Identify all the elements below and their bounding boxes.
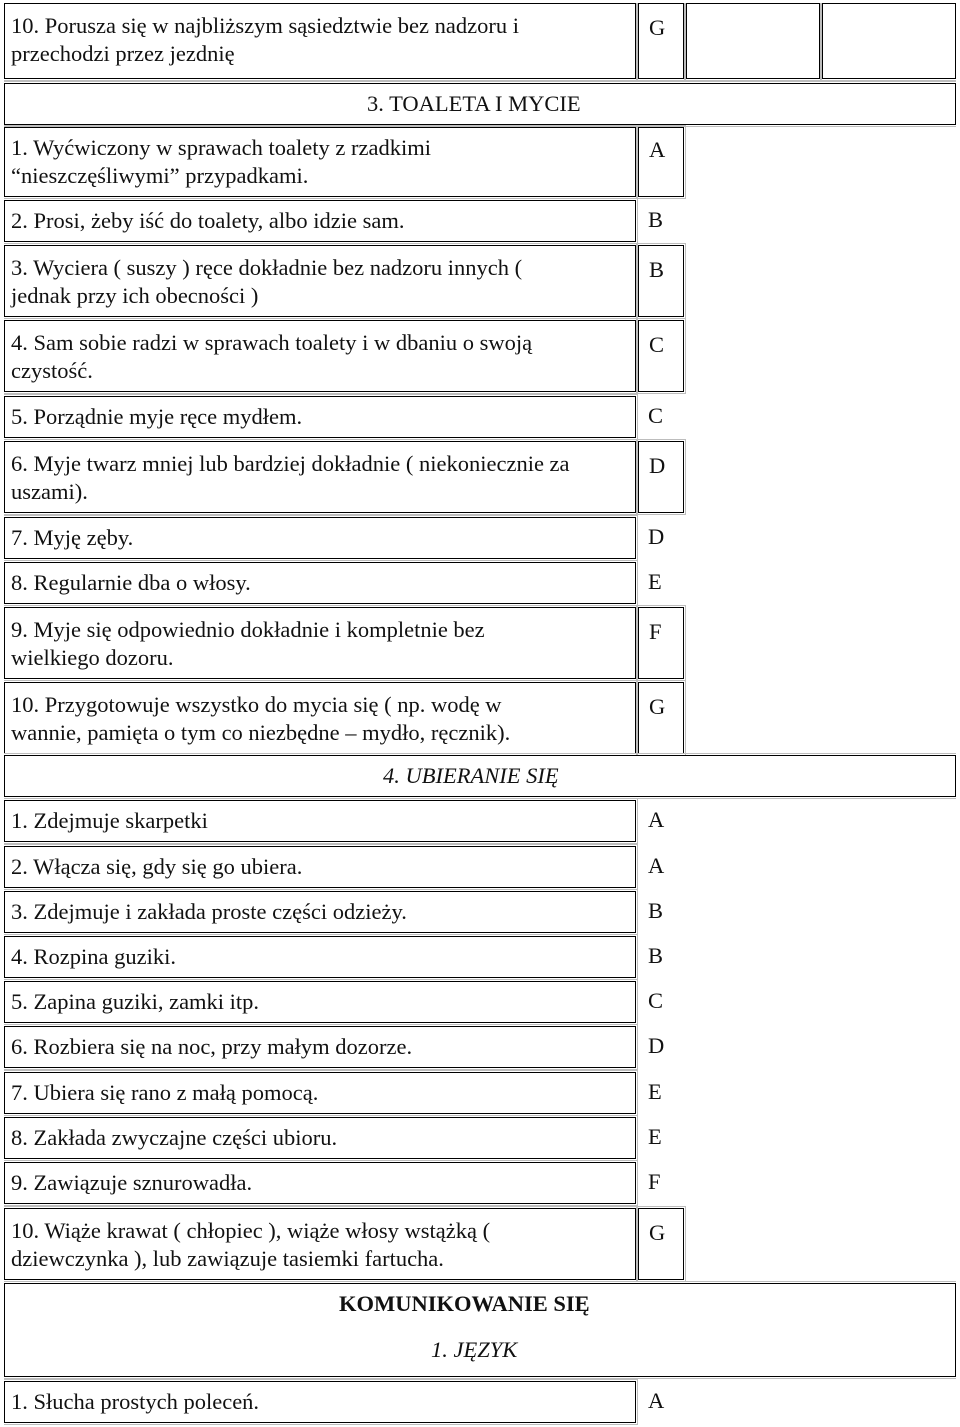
item-text: 6. Rozbiera się na noc, przy małym dozorze. — [11, 1034, 413, 1059]
section-heading-cell — [4, 755, 956, 797]
grade-label: C — [648, 988, 664, 1013]
item-text-cell — [4, 1162, 636, 1204]
item-text-cell — [4, 1208, 636, 1280]
section-heading-cell — [4, 1283, 956, 1377]
item-text-cell — [4, 981, 636, 1023]
grade-cell — [638, 682, 684, 754]
section-heading: 4. UBIERANIE SIĘ — [383, 763, 559, 788]
item-text-cell — [4, 1026, 636, 1068]
grade-label: A — [649, 137, 666, 162]
grade-cell — [638, 441, 684, 513]
item-text: 5. Porządnie myje ręce mydłem. — [11, 404, 303, 429]
item-text: 7. Ubiera się rano z małą pomocą. — [11, 1080, 319, 1105]
section-heading: 3. TOALETA I MYCIE — [367, 91, 581, 116]
section-heading-cell — [4, 83, 956, 125]
item-text: 2. Prosi, żeby iść do toalety, albo idzie sam. — [11, 208, 405, 233]
item-text-cell — [4, 800, 636, 842]
item-text: 10. Wiąże krawat ( chłopiec ), wiąże włosy wstążką ( dziewczynka ), lub zawiązuje tasiemki fartucha. — [11, 1218, 491, 1271]
item-text-cell — [4, 846, 636, 888]
grade-label: D — [648, 1033, 665, 1058]
grade-label: D — [648, 524, 665, 549]
grade-label: E — [648, 1079, 662, 1104]
grade-label: B — [649, 257, 665, 282]
assessment-sheet — [4, 3, 956, 1427]
grade-label: G — [649, 1220, 666, 1245]
grade-label: A — [648, 853, 665, 878]
item-text-cell — [4, 245, 636, 317]
item-text: 8. Regularnie dba o włosy. — [11, 570, 251, 595]
grade-label: B — [648, 207, 664, 232]
item-text-cell — [4, 1117, 636, 1159]
grade-label: E — [648, 1124, 662, 1149]
item-text-cell — [4, 517, 636, 559]
item-text-cell — [4, 320, 636, 392]
grade-label: F — [649, 619, 662, 644]
item-text: 8. Zakłada zwyczajne części ubioru. — [11, 1125, 338, 1150]
item-text: 9. Zawiązuje sznurowadła. — [11, 1170, 253, 1195]
item-text-cell — [4, 396, 636, 438]
item-text-cell — [4, 562, 636, 604]
section-subheading: 1. JĘZYK — [431, 1337, 518, 1362]
item-text-cell — [4, 3, 636, 79]
grade-label: C — [648, 403, 664, 428]
score-cell — [686, 3, 820, 79]
grade-cell — [638, 607, 684, 679]
grade-cell — [638, 1208, 684, 1280]
item-text-cell — [4, 441, 636, 513]
item-text-cell — [4, 936, 636, 978]
item-text-cell — [4, 682, 636, 754]
item-text-cell — [4, 891, 636, 933]
grade-label: G — [649, 15, 666, 40]
item-text-cell — [4, 127, 636, 197]
item-text-cell — [4, 1381, 636, 1423]
item-text: 5. Zapina guziki, zamki itp. — [11, 989, 260, 1014]
grade-cell — [638, 127, 684, 197]
item-text: 4. Rozpina guziki. — [11, 944, 176, 969]
item-text-cell — [4, 1072, 636, 1114]
item-text: 9. Myje się odpowiednio dokładnie i kompletnie bez wielkiego dozoru. — [11, 617, 485, 670]
grade-label: B — [648, 898, 664, 923]
item-text-cell — [4, 200, 636, 242]
grade-cell — [638, 3, 684, 79]
item-text-cell — [4, 607, 636, 679]
grade-label: D — [649, 453, 666, 478]
item-text: 2. Włącza się, gdy się go ubiera. — [11, 854, 303, 879]
item-text: 1. Wyćwiczony w sprawach toalety z rzadkimi “nieszczęśliwymi” przypadkami. — [11, 135, 431, 188]
item-text: 6. Myje twarz mniej lub bardziej dokładnie ( niekoniecznie za uszami). — [11, 451, 570, 504]
score-cell — [822, 3, 956, 79]
grade-label: E — [648, 569, 662, 594]
item-text: 1. Zdejmuje skarpetki — [11, 808, 208, 833]
grade-label: A — [648, 807, 665, 832]
grade-cell — [638, 245, 684, 317]
item-text: 4. Sam sobie radzi w sprawach toalety i w dbaniu o swoją czystość. — [11, 330, 533, 383]
grade-label: F — [648, 1169, 661, 1194]
grade-label: B — [648, 943, 664, 968]
grade-label: C — [649, 332, 665, 357]
item-text: 10. Porusza się w najbliższym sąsiedztwie bez nadzoru i przechodzi przez jezdnię — [11, 13, 519, 66]
grade-label: A — [648, 1388, 665, 1413]
grade-cell — [638, 320, 684, 392]
item-text: 10. Przygotowuje wszystko do mycia się ( np. wodę w wannie, pamięta o tym co niezbędne – mydło, ręcznik). — [11, 692, 511, 745]
grade-label: G — [649, 694, 666, 719]
item-text: 1. Słucha prostych poleceń. — [11, 1389, 260, 1414]
item-text: 3. Zdejmuje i zakłada proste części odzieży. — [11, 899, 407, 924]
section-heading: KOMUNIKOWANIE SIĘ — [339, 1291, 590, 1316]
item-text: 7. Myję zęby. — [11, 525, 134, 550]
item-text: 3. Wyciera ( suszy ) ręce dokładnie bez nadzoru innych ( jednak przy ich obecności ) — [11, 255, 523, 308]
